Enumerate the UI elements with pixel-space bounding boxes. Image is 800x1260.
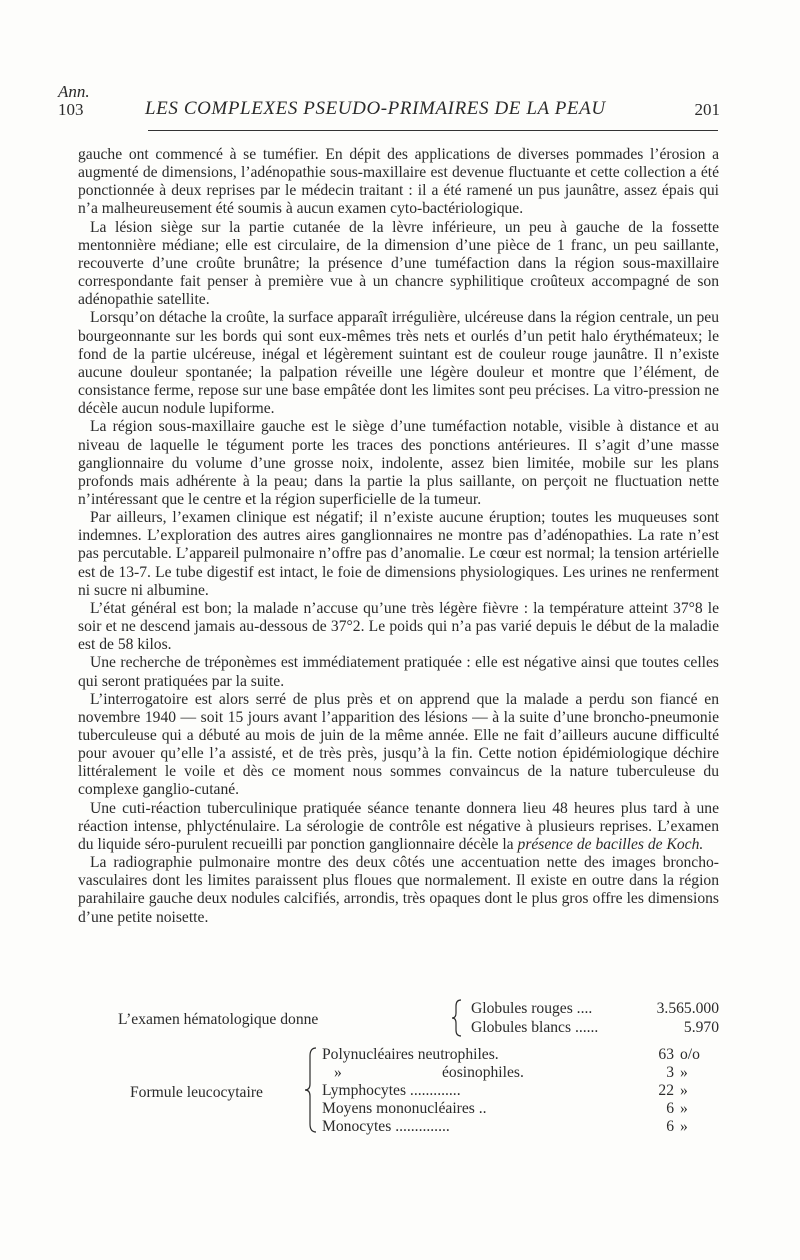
formula-row-value: 6 <box>666 1100 674 1117</box>
leukocyte-formula-brace <box>304 1046 318 1134</box>
paragraph-10: La radiographie pulmonaire montre des deux côtés une accentuation nette des images broncho-vasculaires dont les limites paraissent plus floues que normalement. Il existe en outre dans la région parahilaire gauche deux nodules calcifiés, arrondis, très opaques dont le plus gros offre les dimensions d’une petite noisette. <box>78 854 719 926</box>
hematology-block <box>78 998 719 1042</box>
hematology-row-red <box>471 1000 719 1020</box>
paragraph-5: Par ailleurs, l’examen clinique est négatif; il n’existe aucune éruption; toutes les muqueuses sont indemnes. L’exploration des autres aires ganglionnaires ne montre pas d’adénopathies. La rate n’est pas percutable. L’appareil pulmonaire n’offre pas d’anomalie. Le cœur est normal; la tension artérielle est de 13-7. Le tube digestif est intact, le foie de dimensions physiologiques. Les urines ne renferment ni sucre ni albumine. <box>78 509 719 599</box>
formula-row <box>322 1046 700 1064</box>
paragraph-4: La région sous-maxillaire gauche est le siège d’une tuméfaction notable, visible à distance et au niveau de laquelle le tégument porte les traces des ponctions antérieures. Il s’agit d’une masse ganglionnaire du volume d’une grosse noix, indolente, assez bien limitée, mobile sur les plans profonds mais adhérente à la peau; dans la partie la plus saillante, on perçoit ne fluctuation nette n’intéressant que le centre et la région superficielle de la tumeur. <box>78 418 719 508</box>
formula-row <box>322 1100 688 1118</box>
formula-row-name: Moyens mononucléaires .. <box>322 1100 487 1117</box>
formula-row-name: éosinophiles. <box>442 1064 524 1081</box>
hematology-row-white <box>471 1019 719 1039</box>
formula-row-name: Lymphocytes ............. <box>322 1082 461 1099</box>
formula-row-value: 63 <box>658 1046 674 1063</box>
leukocyte-formula-block <box>78 1046 719 1136</box>
hematology-row-name: Globules rouges .... <box>471 1000 593 1017</box>
hematology-row-value: 3.565.000 <box>656 1000 719 1017</box>
paragraph-9 <box>78 800 719 854</box>
paragraph-3: Lorsqu’on détache la croûte, la surface apparaît irrégulière, ulcéreuse dans la région centrale, un peu bourgeonnante sur les bords qui sont eux-mêmes très nets et ourlés d’un petit halo érythémateux; le fond de la partie ulcéreuse, inégal et légèrement suintant est de couleur rouge jaunâtre. Il n’existe aucune douleur spontanée; la palpation réveille une légère douleur et montre que l’élément, de consistance ferme, repose sur une base empâtée dont les limites sont peu précises. La vitro-pression ne décèle aucun nodule lupiforme. <box>78 309 719 418</box>
formula-row-unit: » <box>680 1082 688 1099</box>
paragraph-8: L’interrogatoire est alors serré de plus près et on apprend que la malade a perdu son fiancé en novembre 1940 — soit 15 jours avant l’apparition des lésions — à la suite d’une broncho-pneumonie tuberculeuse qui a débuté au mois de juin de la même année. Elle ne fait d’ailleurs aucune difficulté pour avouer qu’elle l’a assisté, et de très près, jusqu’à la fin. Cette notion épidémiologique déchire littéralement le voile et dès ce moment nous sommes convaincus de la nature tuberculeuse du complexe ganglio-cutané. <box>78 690 719 799</box>
leukocyte-formula-label: Formule leucocytaire <box>130 1084 263 1101</box>
paragraph-7: Une recherche de tréponèmes est immédiatement pratiquée : elle est négative ainsi que toutes celles qui seront pratiquées par la suite. <box>78 654 719 690</box>
running-title: LES COMPLEXES PSEUDO-PRIMAIRES DE LA PEAU <box>145 98 606 119</box>
formula-row-value: 6 <box>666 1118 674 1135</box>
paragraph-1: gauche ont commencé à se tuméfier. En dépit des applications de diverses pommades l’érosion a augmenté de dimensions, l’adénopathie sous-maxillaire est devenue fluctuante et cette collection a été ponctionnée à deux reprises par le médecin traitant : il a été ramené un pus jaunâtre, assez épais qui n’a malheureusement été soumis à aucun examen cyto-bactériologique. <box>78 146 719 218</box>
formula-row-ditto: » <box>334 1064 342 1081</box>
formula-row-name: Monocytes .............. <box>322 1118 450 1135</box>
formula-row-value: 3 <box>666 1064 674 1081</box>
formula-row-value: 22 <box>658 1082 674 1099</box>
formula-row-unit: » <box>680 1064 688 1081</box>
journal-abbrev: Ann. <box>58 82 90 101</box>
paragraph-6: L’état général est bon; la malade n’accuse qu’une très légère fièvre : la température atteint 37°8 le soir et ne descend jamais au-dessous de 37°2. Le poids qui n’a pas varié depuis le début de la maladie est de 58 kilos. <box>78 599 719 654</box>
koch-bacilli-emphasis: présence de bacilles de Koch. <box>517 835 704 853</box>
formula-row-name: Polynucléaires neutrophiles. <box>322 1046 499 1063</box>
volume-number: 103 <box>58 100 84 119</box>
body-text <box>78 146 719 927</box>
paragraph-2: La lésion siège sur la partie cutanée de la lèvre inférieure, un peu à gauche de la fossette mentonnière médiane; elle est circulaire, de la dimension d’une pièce de 1 franc, un peu saillante, recouverte d’une croûte brunâtre; la présence d’une tuméfaction dans la région sous-maxillaire correspondante fait penser à première vue à un chancre syphilitique croûteux accompagné de son adénopathie satellite. <box>78 218 719 309</box>
formula-row <box>322 1118 688 1136</box>
hematology-brace <box>451 998 463 1038</box>
formula-row-unit: » <box>680 1100 688 1117</box>
header-rule <box>148 130 718 131</box>
hematology-label: L’examen hématologique donne <box>118 1011 319 1028</box>
formula-row-unit: » <box>680 1118 688 1135</box>
formula-row-unit: o/o <box>680 1046 700 1063</box>
hematology-row-name: Globules blancs ...... <box>471 1019 599 1036</box>
page-number: 201 <box>694 100 720 119</box>
formula-row <box>322 1082 688 1100</box>
hematology-row-value: 5.970 <box>683 1019 719 1036</box>
paragraph-9-text: Une cuti-réaction tuberculinique pratiquée séance tenante donnera lieu 48 heures plus tard à une réaction intense, phlycténulaire. La sérologie de contrôle est négative à plusieurs reprises. L’examen du liquide séro-purulent recueilli par ponction ganglionnaire décèle la <box>78 799 719 853</box>
formula-row <box>322 1064 688 1082</box>
